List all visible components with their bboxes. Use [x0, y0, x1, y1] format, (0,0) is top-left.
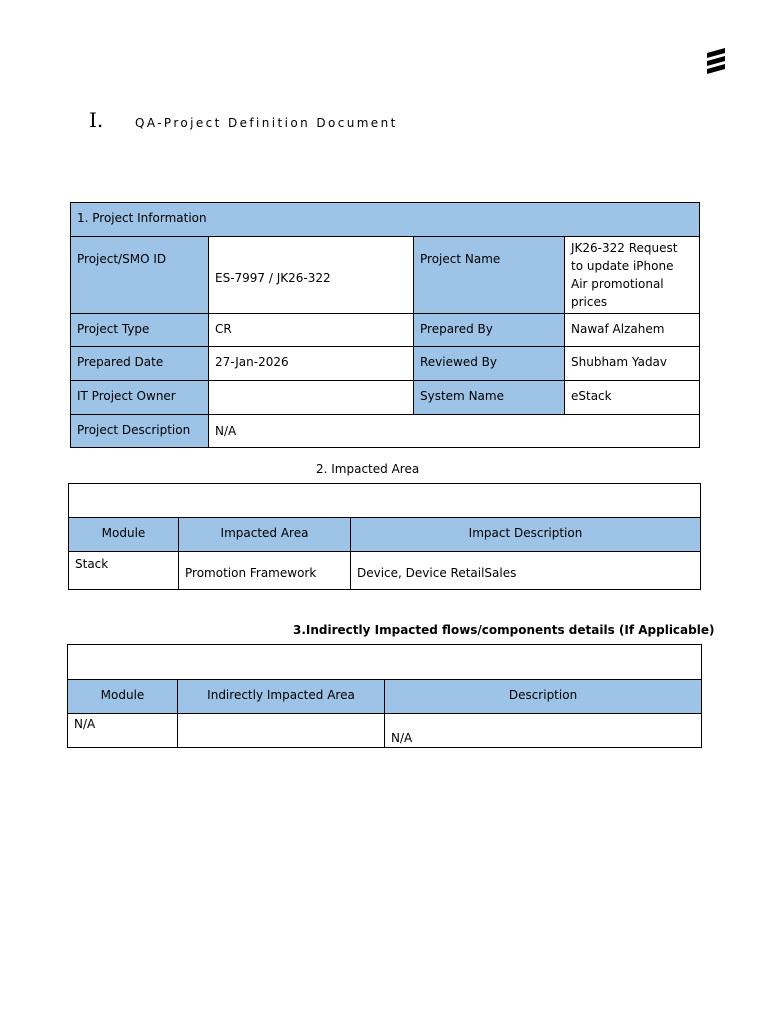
company-logo-icon: [703, 46, 729, 76]
table-row: [69, 552, 701, 590]
column-header-indirectly-impacted-area: Indirectly Impacted Area: [178, 680, 385, 714]
project-description-value: N/A: [209, 415, 700, 448]
column-header-module: Module: [69, 518, 179, 552]
table-row: [71, 415, 700, 448]
table-row: [71, 314, 700, 347]
table-row: [68, 714, 702, 748]
prepared-date-label: Prepared Date: [71, 347, 209, 381]
cell-impact-description: Device, Device RetailSales: [351, 552, 701, 590]
project-smo-id-label: Project/SMO ID: [71, 237, 209, 314]
project-name-value: JK26-322 Request to update iPhone Air promotional prices: [565, 237, 700, 314]
document-heading: [89, 108, 398, 132]
it-project-owner-label: IT Project Owner: [71, 381, 209, 415]
project-type-value: CR: [209, 314, 414, 347]
cell-impacted-area: Promotion Framework: [179, 552, 351, 590]
indirect-blank-row: [68, 645, 702, 680]
project-information-title: 1. Project Information: [71, 203, 700, 237]
table-row: [71, 381, 700, 415]
table-header-row: [69, 518, 701, 552]
column-header-module: Module: [68, 680, 178, 714]
cell-indirectly-impacted-area: [178, 714, 385, 748]
project-description-label: Project Description: [71, 415, 209, 448]
impacted-area-heading: 2. Impacted Area: [316, 462, 420, 476]
prepared-by-value: Nawaf Alzahem: [565, 314, 700, 347]
impacted-area-table: [68, 483, 701, 590]
impacted-area-blank-row: [69, 484, 701, 518]
it-project-owner-value: [209, 381, 414, 415]
system-name-value: eStack: [565, 381, 700, 415]
project-smo-id-value: ES-7997 / JK26-322: [209, 237, 414, 314]
project-information-table: [70, 202, 700, 448]
table-row: [71, 347, 700, 381]
cell-module: Stack: [69, 552, 179, 590]
cell-module: N/A: [68, 714, 178, 748]
reviewed-by-value: Shubham Yadav: [565, 347, 700, 381]
heading-numeral: I.: [89, 108, 104, 132]
table-header-row: [68, 680, 702, 714]
prepared-by-label: Prepared By: [414, 314, 565, 347]
indirect-impacts-heading: 3.Indirectly Impacted flows/components details (If Applicable): [293, 623, 715, 637]
cell-description: N/A: [385, 714, 702, 748]
prepared-date-value: 27-Jan-2026: [209, 347, 414, 381]
indirectly-impacted-table: [67, 644, 702, 748]
system-name-label: System Name: [414, 381, 565, 415]
project-name-label: Project Name: [414, 237, 565, 314]
project-type-label: Project Type: [71, 314, 209, 347]
column-header-description: Description: [385, 680, 702, 714]
reviewed-by-label: Reviewed By: [414, 347, 565, 381]
column-header-impacted-area: Impacted Area: [179, 518, 351, 552]
table-row: [71, 237, 700, 314]
document-title: QA-Project Definition Document: [135, 116, 398, 130]
column-header-impact-description: Impact Description: [351, 518, 701, 552]
